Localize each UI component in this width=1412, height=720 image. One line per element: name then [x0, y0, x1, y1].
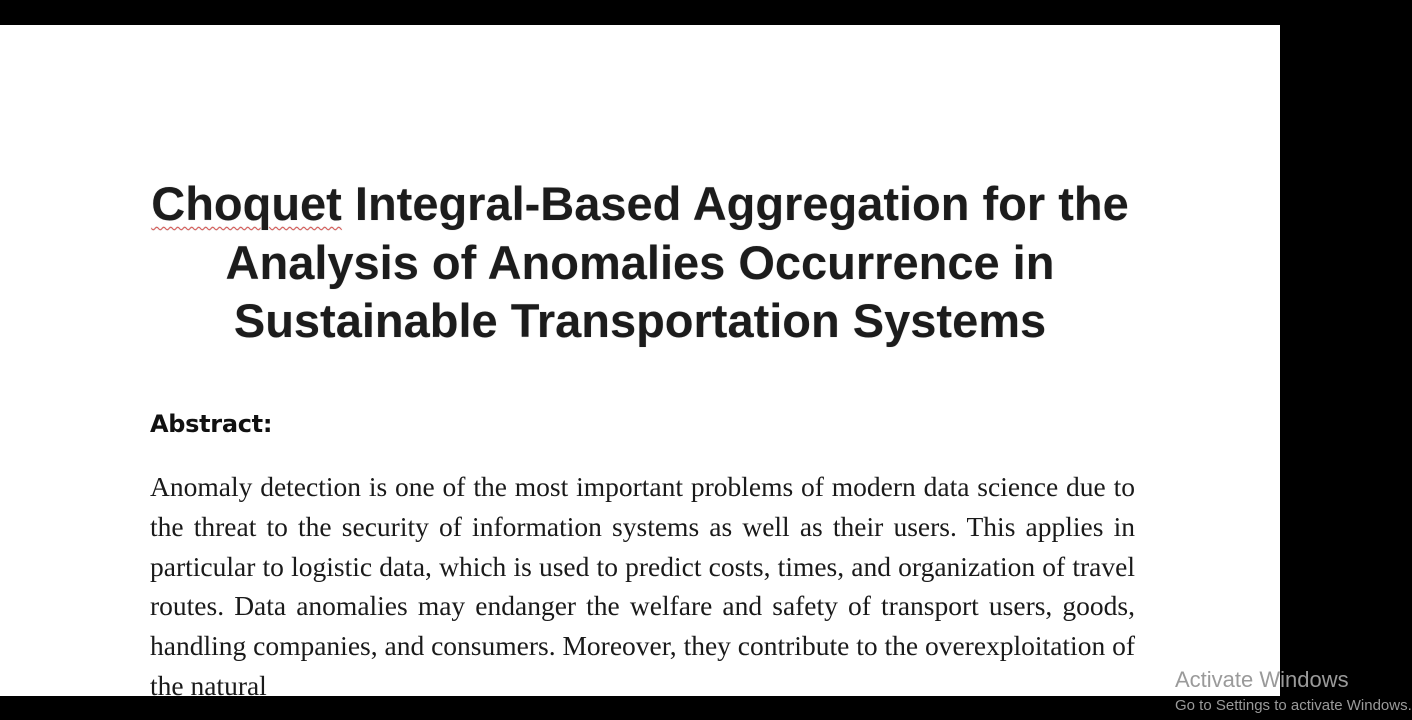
document-page — [0, 25, 1412, 714]
activate-windows-title: Activate Windows — [1175, 667, 1349, 692]
paper-title-text: Integral-Based Aggregation for the Analysis of Anomalies Occurrence in Sustainable Transportation Systems — [225, 177, 1129, 347]
abstract-text: Anomaly detection is one of the most important problems of modern data science due to the threat to the security of information systems as well as their users. This applies in particular to logistic data, which is used to predict costs, times, and organization of travel routes. Data anomalies may endanger the welfare and safety of transport users, goods, handling companies, and consumers. Moreover, they contribute to the overexploitation of the natural — [150, 471, 1135, 701]
abstract-heading: Abstract: — [150, 410, 273, 438]
activate-windows-watermark — [1175, 665, 1412, 717]
paper-title — [140, 175, 1140, 351]
spellcheck-flagged-word: Choquet — [151, 177, 342, 230]
activate-windows-subtitle: Go to Settings to activate Windows. — [1175, 697, 1412, 714]
